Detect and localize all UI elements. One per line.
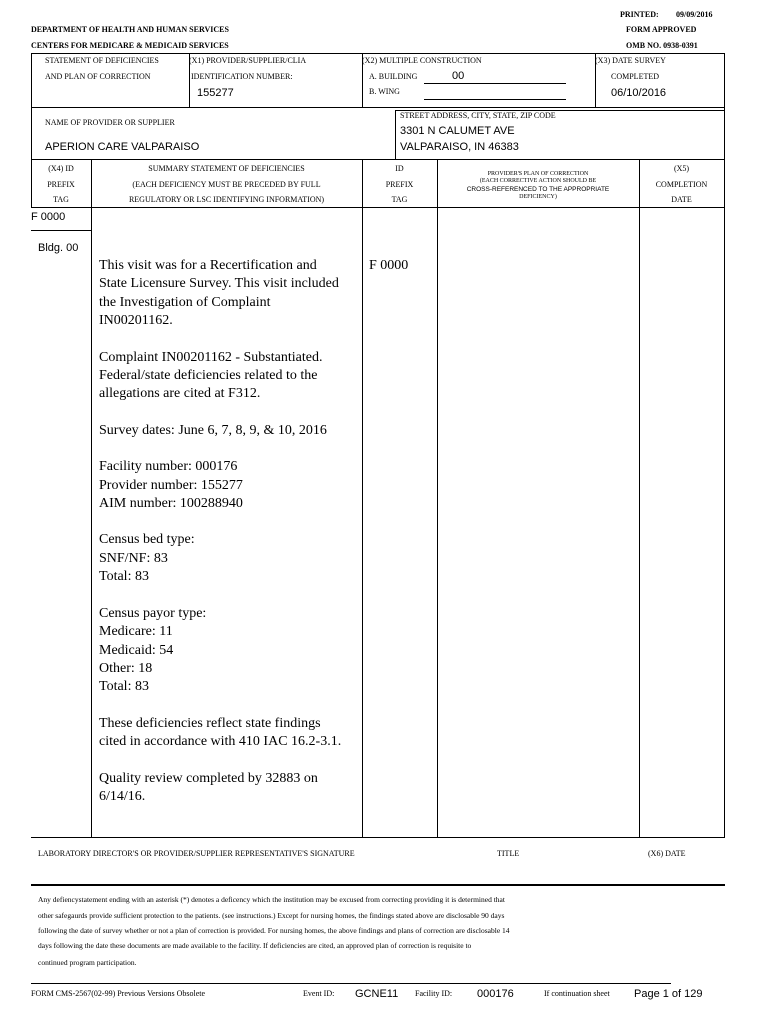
x6-date-label: (X6) DATE [648, 849, 686, 858]
paragraph-quality-review: Quality review completed by 32883 on 6/14/16. [99, 770, 318, 804]
x5-label-l3: DATE [671, 195, 692, 204]
plan-label-l2: (EACH CORRECTIVE ACTION SHOULD BE [479, 178, 597, 184]
x1-value: 155277 [197, 87, 234, 99]
statement-label-l2: AND PLAN OF CORRECTION [45, 72, 151, 81]
x4-label-l3: TAG [53, 195, 69, 204]
x5-label-l2: COMPLETION [655, 180, 708, 189]
paragraph-census-bed: Census bed type: SNF/NF: 83 Total: 83 [99, 532, 195, 585]
provider-value: APERION CARE VALPARAISO [45, 141, 200, 153]
x3-label-l1: (X3) DATE SURVEY [595, 56, 666, 65]
x4-label-l1: (X4) ID [48, 164, 74, 173]
address-line2: VALPARAISO, IN 46383 [400, 141, 519, 153]
summary-label-l1: SUMMARY STATEMENT OF DEFICIENCIES [148, 164, 305, 173]
summary-label-l3: REGULATORY OR LSC IDENTIFYING INFORMATION) [128, 195, 325, 204]
event-id-value: GCNE11 [355, 988, 399, 1000]
x2-label: (X2) MULTIPLE CONSTRUCTION [362, 56, 482, 65]
paragraph-complaint: Complaint IN00201162 - Substantiated. Federal/state deficiencies related to the allegations are cited at F312. [99, 349, 323, 402]
page-number: Page 1 of 129 [634, 988, 703, 1000]
x3-value: 06/10/2016 [611, 87, 667, 99]
summary-statement [99, 257, 345, 824]
continuation-label: If continuation sheet [544, 989, 610, 998]
disclaimer-line: following the date of survey whether or not a plan of correction is provided. For nursing homes, the above findings and plans of correction are disclosable 14 [38, 926, 510, 935]
paragraph-census-payor: Census payor type: Medicare: 11 Medicaid: 54 Other: 18 Total: 83 [99, 605, 207, 695]
building-tag: Bldg. 00 [38, 242, 79, 254]
paragraph-facility-ids: Facility number: 000176 Provider number: 155277 AIM number: 100288940 [99, 459, 243, 512]
building-value: 00 [452, 70, 465, 82]
x4-label-l2: PREFIX [47, 180, 75, 189]
form-number: FORM CMS-2567(02-99) Previous Versions Obsolete [31, 989, 206, 998]
dept-title: DEPARTMENT OF HEALTH AND HUMAN SERVICES [31, 25, 229, 34]
plan-label-l4: DEFICIENCY) [519, 194, 557, 200]
signature-label: LABORATORY DIRECTOR'S OR PROVIDER/SUPPLIER REPRESENTATIVE'S SIGNATURE [38, 849, 355, 858]
plan-label-l1: PROVIDER'S PLAN OF CORRECTION [487, 171, 589, 177]
paragraph-state-findings: These deficiencies reflect state findings cited in accordance with 410 IAC 16.2-3.1. [99, 715, 342, 750]
printed-date: 09/09/2016 [676, 10, 713, 19]
form-approved: FORM APPROVED [626, 25, 697, 34]
provider-label: NAME OF PROVIDER OR SUPPLIER [45, 118, 175, 127]
event-id-label: Event ID: [303, 989, 335, 998]
x1-label-l1: (X1) PROVIDER/SUPPLIER/CLIA [189, 56, 307, 65]
x3-label-l2: COMPLETED [611, 72, 659, 81]
id-prefix-tag: F 0000 [369, 258, 409, 273]
statement-label-l1: STATEMENT OF DEFICIENCIES [45, 56, 159, 65]
omb-number: OMB NO. 0938-0391 [626, 41, 698, 50]
disclaimer-line: Any defiencystatement ending with an asterisk (*) denotes a deficency which the institution may be excused from correcting providing it is determined that [38, 895, 505, 904]
id-label-l2: PREFIX [385, 180, 414, 189]
facility-id-label: Facility ID: [415, 989, 453, 998]
id-label-l3: TAG [391, 195, 408, 204]
disclaimer-line: days following the date these documents are made available to the facility. If deficiencies are cited, an approved plan of correction is requisite to [38, 941, 472, 950]
paragraph-survey-type: This visit was for a Recertification and State Licensure Survey. This visit included the Investigation of Complaint IN00201162. [99, 258, 339, 329]
wing-label: B. WING [369, 87, 400, 96]
facility-id-value: 000176 [477, 988, 514, 1000]
centers-title: CENTERS FOR MEDICARE & MEDICAID SERVICES [31, 41, 229, 50]
paragraph-survey-dates: Survey dates: June 6, 7, 8, 9, & 10, 2016 [99, 422, 327, 438]
address-line1: 3301 N CALUMET AVE [400, 125, 515, 137]
x1-label-l2: IDENTIFICATION NUMBER: [191, 72, 293, 81]
deficiency-tag: F 0000 [31, 211, 66, 223]
x5-label-l1: (X5) [673, 164, 690, 173]
id-label-l1: ID [395, 164, 404, 173]
plan-label-l3: CROSS-REFERENCED TO THE APPROPRIATE [466, 186, 610, 193]
disclaimer-line: continued program participation. [38, 958, 137, 967]
summary-label-l2: (EACH DEFICIENCY MUST BE PRECEDED BY FULL [132, 180, 321, 189]
address-label: STREET ADDRESS, CITY, STATE, ZIP CODE [400, 111, 556, 120]
printed-label: PRINTED: [620, 10, 659, 19]
building-label: A. BUILDING [369, 72, 418, 81]
disclaimer-line: other safegaurds provide sufficient protection to the patients. (see instructions.) Except for nursing homes, the findings stated above are disclosable 90 days [38, 911, 505, 920]
title-label: TITLE [497, 849, 520, 858]
